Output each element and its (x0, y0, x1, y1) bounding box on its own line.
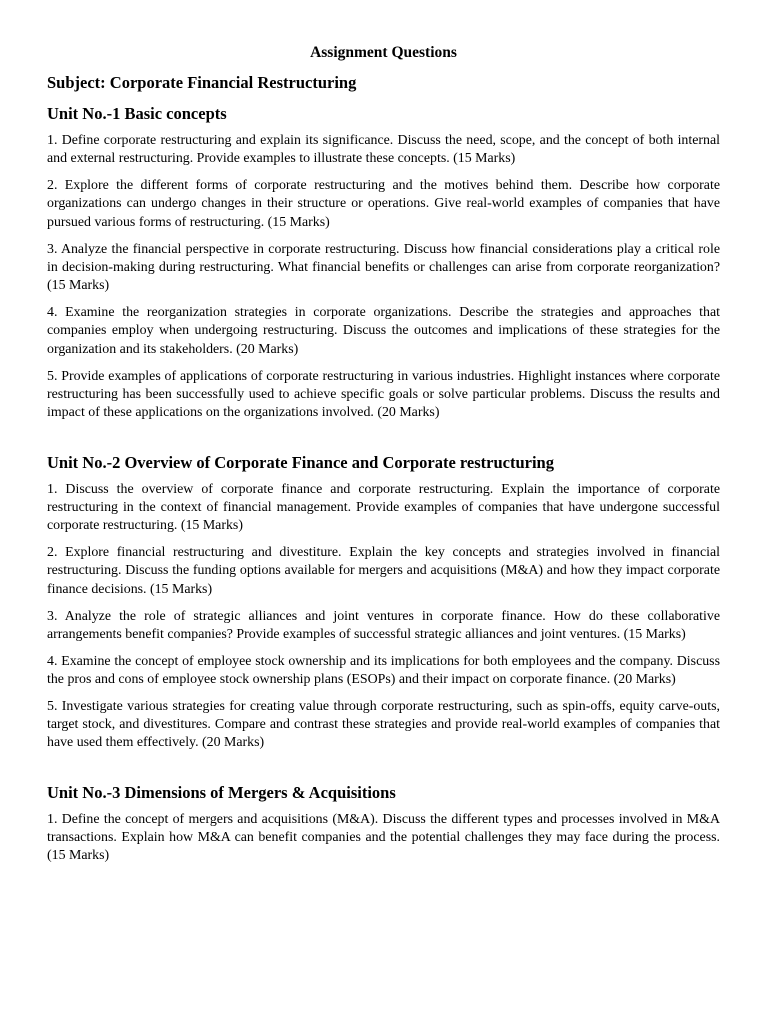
unit-heading: Unit No.-1 Basic concepts (47, 104, 227, 123)
unit-heading: Unit No.-3 Dimensions of Mergers & Acquisitions (47, 782, 396, 802)
question-item: 1. Define corporate restructuring and explain its significance. Discuss the need, scope, and the concept of both internal and external restructuring. Provide examples to illustrate these concepts. (15 Marks) (47, 133, 720, 167)
unit-heading: Unit No.-2 Overview of Corporate Finance and Corporate restructuring (47, 452, 554, 472)
unit-section-3 (47, 782, 720, 866)
question-item: 5. Provide examples of applications of corporate restructuring in various industries. Highlight instances where corporate restructuring has been successfully used to achieve specific goals or solve particular problems. Discuss the results and impact of these applications on the organizations involved. (20 Marks) (47, 368, 720, 421)
question-item: 2. Explore financial restructuring and divestiture. Explain the key concepts and strategies involved in financial restructuring. Discuss the funding options available for mergers and acquisitions (M&A) and how they impact corporate finance decisions. (15 Marks) (47, 545, 720, 597)
question-item: 3. Analyze the role of strategic alliances and joint ventures in corporate finance. How do these collaborative arrangements benefit companies? Provide examples of successful strategic alliances and joint ventures. (15 Marks) (47, 608, 720, 642)
unit-section-1 (47, 103, 720, 423)
question-item: 3. Analyze the financial perspective in corporate restructuring. Discuss how financial considerations play a critical role in decision-making during restructuring. What financial benefits or challenges can arise from corporate reorganization? (15 Marks) (47, 241, 720, 294)
question-item: 5. Investigate various strategies for creating value through corporate restructuring, such as spin-offs, equity carve-outs, target stock, and divestitures. Compare and contrast these strategies and provide real-world examples of companies that have used them effectively. (20 Marks) (47, 698, 720, 751)
question-item: 2. Explore the different forms of corporate restructuring and the motives behind them. Describe how corporate organizations can undergo changes in their structure or operations. Give real-world examples of companies that have pursued various forms of restructuring. (15 Marks) (47, 178, 720, 230)
question-item: 4. Examine the reorganization strategies in corporate organizations. Describe the strategies and approaches that companies employ when undergoing restructuring. Discuss the outcomes and implications of these strategies for the organization and its stakeholders. (20 Marks) (47, 305, 720, 357)
document-title: Assignment Questions (310, 44, 457, 61)
question-item: 4. Examine the concept of employee stock ownership and its implications for both employees and the company. Discuss the pros and cons of employee stock ownership plans (ESOPs) and their impact on corporate finance. (20 Marks) (47, 653, 720, 687)
unit-section-2 (47, 452, 720, 753)
question-item: 1. Define the concept of mergers and acquisitions (M&A). Discuss the different types and processes involved in M&A transactions. Explain how M&A can benefit companies and the potential challenges they may face during the process. (15 Marks) (47, 811, 720, 864)
subject-heading: Subject: Corporate Financial Restructuring (47, 73, 357, 92)
question-item: 1. Discuss the overview of corporate finance and corporate restructuring. Explain the importance of corporate restructuring in the context of financial management. Provide examples of companies that have undergone successful corporate restructuring. (15 Marks) (47, 481, 720, 534)
document-page (47, 42, 720, 874)
